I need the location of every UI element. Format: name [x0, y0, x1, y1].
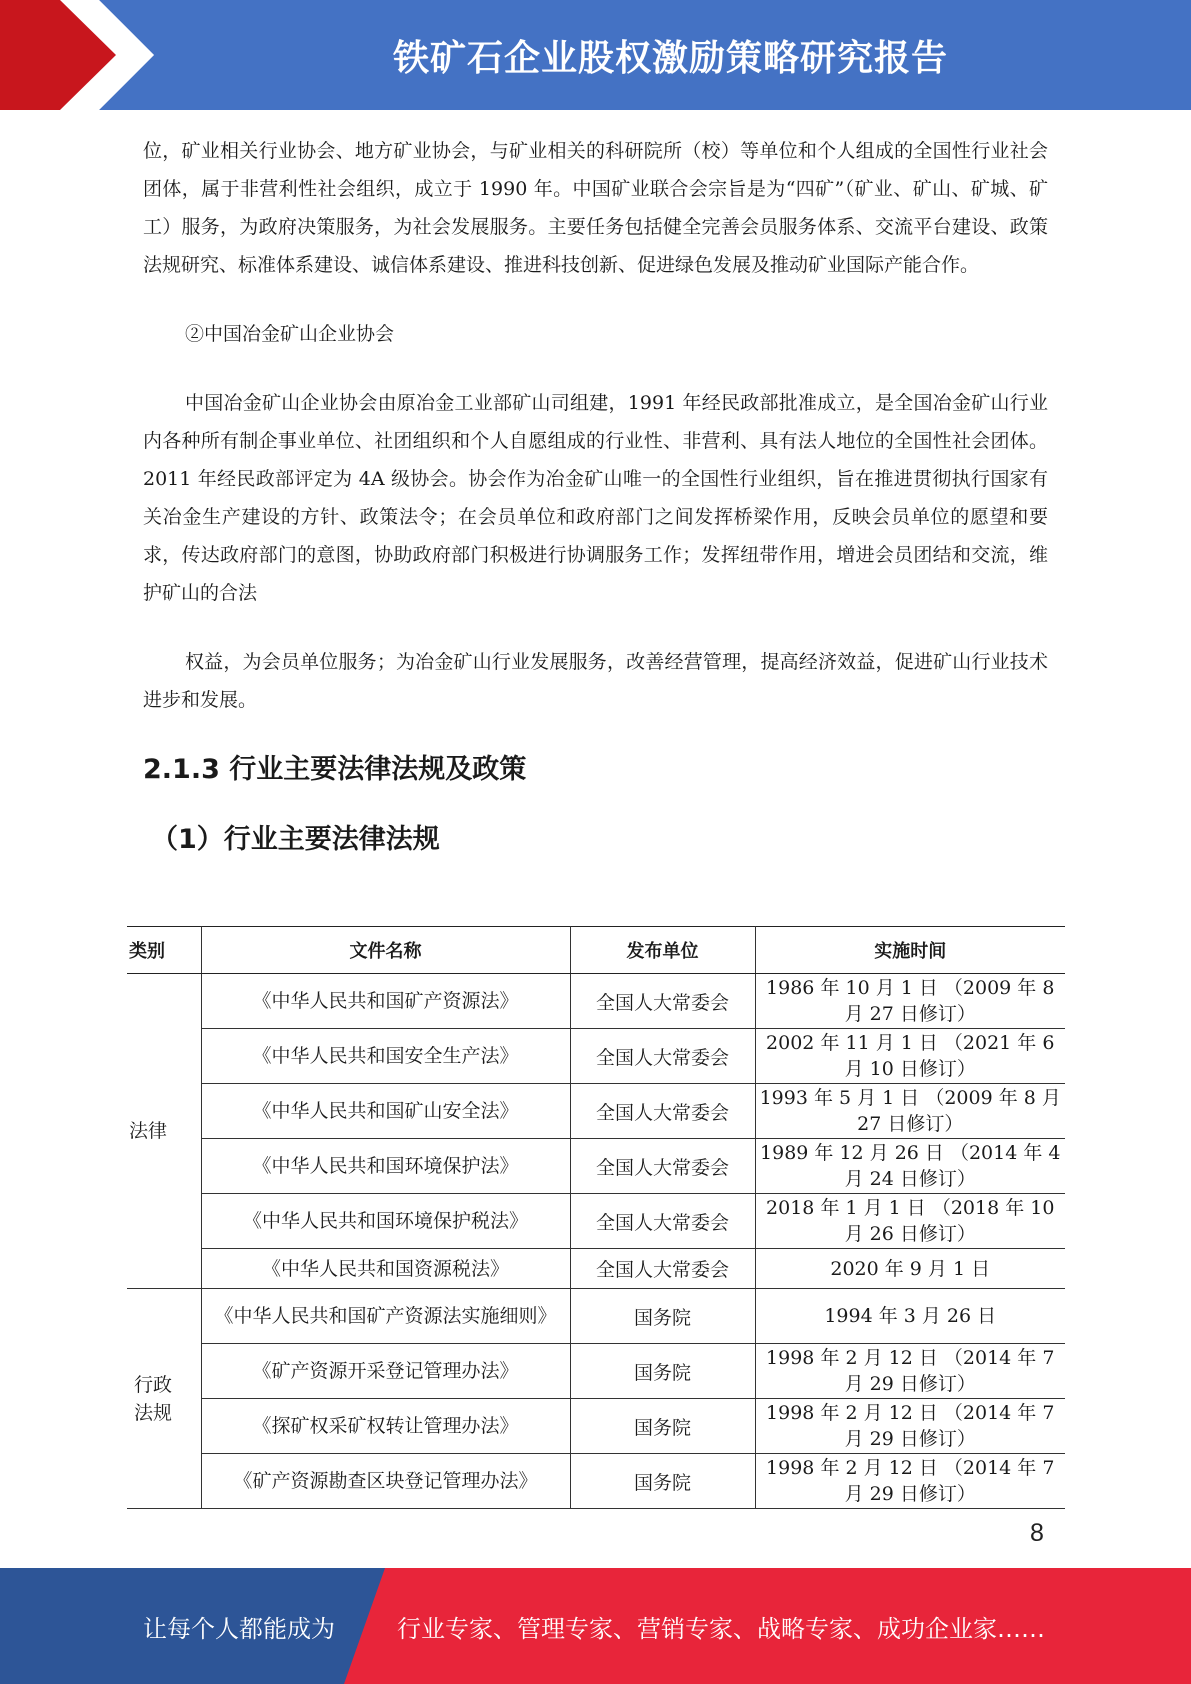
document-name-cell: 《中华人民共和国矿山安全法》 [201, 1084, 570, 1139]
subsection-heading: （1）行业主要法律法规 [151, 824, 440, 855]
paragraph-metallurgical-association: 中国冶金矿山企业协会由原冶金工业部矿山司组建，1991 年经民政部批准成立，是全国冶金矿山行业内各种所有制企事业单位、社团组织和个人自愿组成的行业性、非营利、具有法人地位的全国性社会团体。2011 年经民政部评定为 4A 级协会。协会作为冶金矿山唯一的全国性行业组织，旨在推进贯彻执行国家有关冶金生产建设的方针、政策法令；在会员单位和政府部门之间发挥桥梁作用，反映会员单位的愿望和要求，传达政府部门的意图，协助政府部门积极进行协调服务工作；发挥纽带作用，增进会员团结和交流，维护矿山的合法 [143, 392, 1048, 604]
report-title: 铁矿石企业股权激励策略研究报告 [392, 37, 948, 79]
issuer-cell: 国务院 [570, 1344, 755, 1399]
date-cell: 1998 年 2 月 12 日 （2014 年 7 月 29 日修订） [755, 1399, 1065, 1454]
issuer-cell: 全国人大常委会 [570, 1249, 755, 1289]
issuer-cell: 国务院 [570, 1399, 755, 1454]
footer-slogan-right: 行业专家、管理专家、营销专家、战略专家、成功企业家…… [397, 1614, 1045, 1643]
column-header-date: 实施时间 [755, 927, 1065, 974]
document-name-cell: 《中华人民共和国安全生产法》 [201, 1029, 570, 1084]
laws-table [127, 926, 1065, 1509]
table-row [127, 1139, 1065, 1194]
table-row [127, 1344, 1065, 1399]
date-cell: 1989 年 12 月 26 日 （2014 年 4 月 24 日修订） [755, 1139, 1065, 1194]
table-row [127, 974, 1065, 1029]
page-footer [0, 1568, 1191, 1684]
date-cell: 1994 年 3 月 26 日 [755, 1289, 1065, 1344]
document-name-cell: 《中华人民共和国资源税法》 [201, 1249, 570, 1289]
table-row [127, 1029, 1065, 1084]
document-name-cell: 《中华人民共和国矿产资源法实施细则》 [201, 1289, 570, 1344]
issuer-cell: 国务院 [570, 1454, 755, 1509]
section-heading: 2.1.3 行业主要法律法规及政策 [143, 754, 527, 785]
category-cell: 法律 [127, 974, 201, 1289]
issuer-cell: 全国人大常委会 [570, 974, 755, 1029]
paragraph-association-rights: 权益，为会员单位服务；为冶金矿山行业发展服务，改善经营管理，提高经济效益，促进矿山行业技术进步和发展。 [143, 651, 1048, 711]
document-name-cell: 《探矿权采矿权转让管理办法》 [201, 1399, 570, 1454]
date-cell: 1993 年 5 月 1 日 （2009 年 8 月 27 日修订） [755, 1084, 1065, 1139]
date-cell: 2018 年 1 月 1 日 （2018 年 10 月 26 日修订） [755, 1194, 1065, 1249]
table-row [127, 1289, 1065, 1344]
date-cell: 1998 年 2 月 12 日 （2014 年 7 月 29 日修订） [755, 1454, 1065, 1509]
issuer-cell: 全国人大常委会 [570, 1139, 755, 1194]
column-header-category: 类别 [127, 927, 201, 974]
table-row [127, 1249, 1065, 1289]
list-item-metallurgical-association: ②中国冶金矿山企业协会 [185, 323, 395, 345]
category-cell [127, 1289, 201, 1509]
document-name-cell: 《中华人民共和国矿产资源法》 [201, 974, 570, 1029]
table-row [127, 1084, 1065, 1139]
issuer-cell: 全国人大常委会 [570, 1084, 755, 1139]
table-row [127, 1399, 1065, 1454]
document-name-cell: 《中华人民共和国环境保护法》 [201, 1139, 570, 1194]
table-row [127, 1194, 1065, 1249]
issuer-cell: 全国人大常委会 [570, 1029, 755, 1084]
category-label: 行政法规 [133, 1373, 172, 1424]
date-cell: 1998 年 2 月 12 日 （2014 年 7 月 29 日修订） [755, 1344, 1065, 1399]
table-row [127, 1454, 1065, 1509]
document-name-cell: 《矿产资源勘查区块登记管理办法》 [201, 1454, 570, 1509]
page-header [0, 0, 1191, 110]
table-header-row [127, 927, 1065, 974]
document-name-cell: 《中华人民共和国环境保护税法》 [201, 1194, 570, 1249]
main-content [143, 132, 1048, 859]
page-number: 8 [1030, 1519, 1044, 1547]
footer-slogan-left: 让每个人都能成为 [143, 1614, 335, 1643]
issuer-cell: 全国人大常委会 [570, 1194, 755, 1249]
column-header-document: 文件名称 [201, 927, 570, 974]
column-header-issuer: 发布单位 [570, 927, 755, 974]
date-cell: 1986 年 10 月 1 日 （2009 年 8 月 27 日修订） [755, 974, 1065, 1029]
issuer-cell: 国务院 [570, 1289, 755, 1344]
paragraph-mining-federation: 位，矿业相关行业协会、地方矿业协会，与矿业相关的科研院所（校）等单位和个人组成的全国性行业社会团体，属于非营利性社会组织，成立于 1990 年。中国矿业联合会宗旨是为“四矿”（矿业、矿山、矿城、矿工）服务，为政府决策服务，为社会发展服务。主要任务包括健全完善会员服务体系、交流平台建设、政策法规研究、标准体系建设、诚信体系建设、推进科技创新、促进绿色发展及推动矿业国际产能合作。 [143, 140, 1048, 276]
document-name-cell: 《矿产资源开采登记管理办法》 [201, 1344, 570, 1399]
date-cell: 2002 年 11 月 1 日 （2021 年 6 月 10 日修订） [755, 1029, 1065, 1084]
date-cell: 2020 年 9 月 1 日 [755, 1249, 1065, 1289]
